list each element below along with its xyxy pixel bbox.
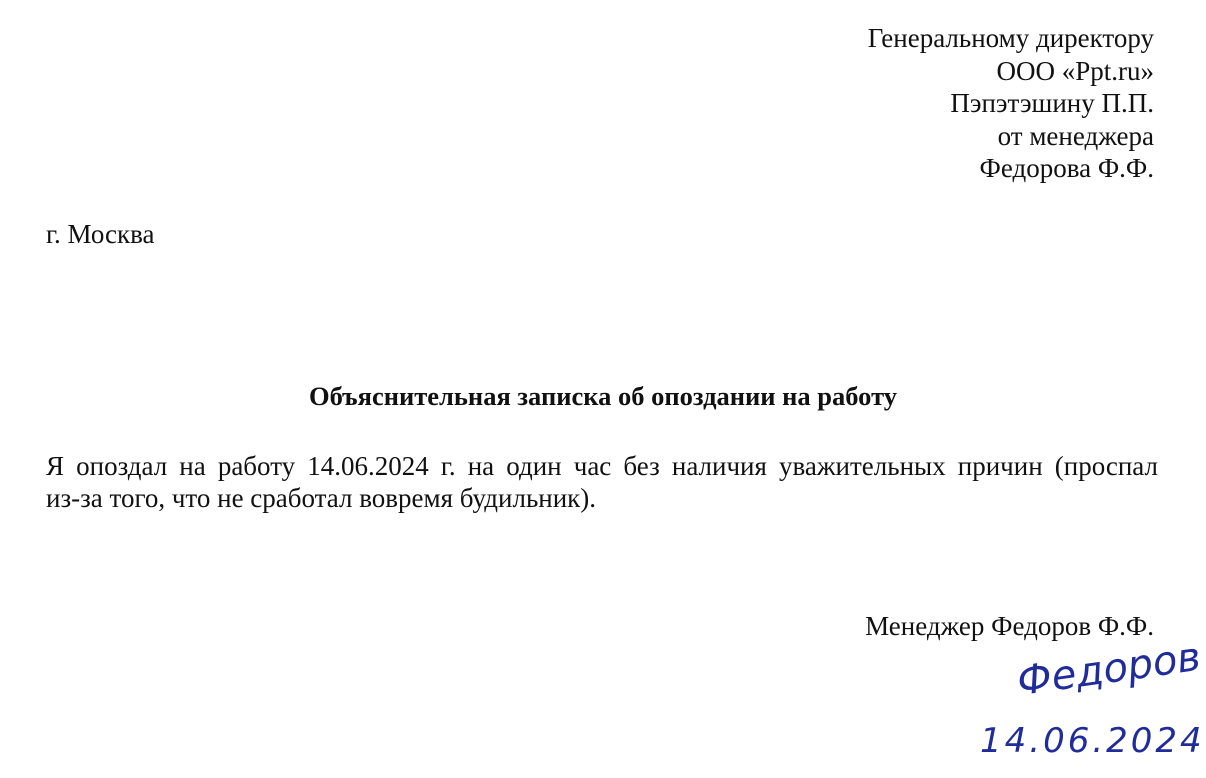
document-title: Объяснительная записка об опоздании на работу [308,381,898,411]
body-line-1: Я опоздал на работу 14.06.2024 г. на один час без наличия уважительных причин (проспал [46,451,1158,481]
addressee-company: ООО «Ppt.ru» [996,55,1154,86]
handwritten-signature [960,633,1205,772]
handwritten-date: 14.06.2024 [980,721,1205,761]
body-line-2: из-за того, что не сработал вовремя будильник). [46,483,597,513]
sender-position: от менеджера [997,120,1154,151]
document-body [46,450,1158,514]
city-line: г. Москва [46,219,155,249]
sender-name: Федорова Ф.Ф. [979,153,1154,183]
handwritten-name: Федоров [1014,633,1204,706]
addressee-block [868,22,1154,185]
addressee-name: Пэпэтэшину П.П. [950,88,1154,118]
addressee-position: Генеральному директору [867,23,1154,53]
printed-signature: Менеджер Федоров Ф.Ф. [865,611,1154,641]
